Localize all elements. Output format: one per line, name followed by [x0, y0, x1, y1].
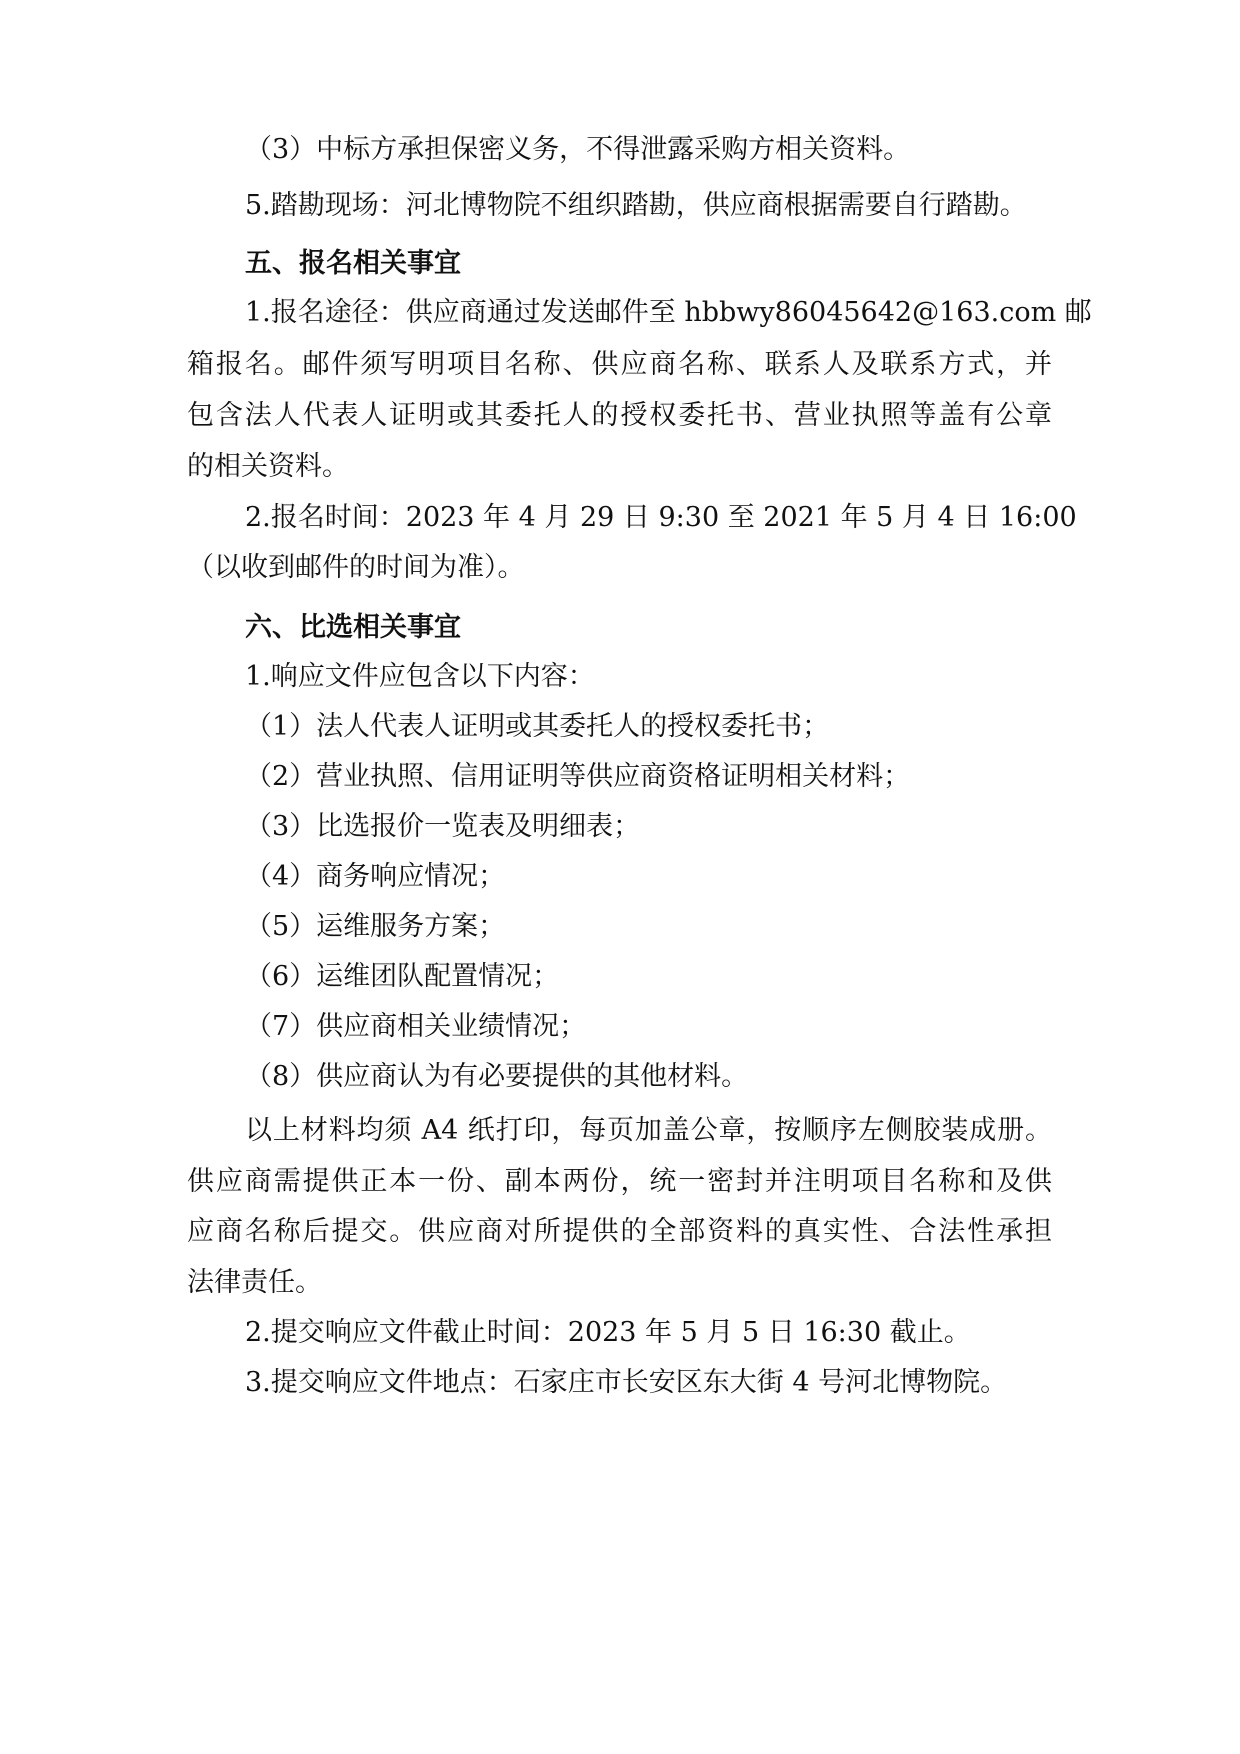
list-item: （3）比选报价一览表及明细表； — [245, 811, 641, 842]
list-item: （8）供应商认为有必要提供的其他材料。 — [245, 1061, 749, 1092]
materials-paragraph-line-2: 供应商需提供正本一份、副本两份，统一密封并注明项目名称和及供 — [187, 1166, 1052, 1197]
list-item: （7）供应商相关业绩情况； — [245, 1011, 587, 1042]
materials-paragraph-line-3: 应商名称后提交。供应商对所提供的全部资料的真实性、合法性承担 — [187, 1216, 1052, 1247]
item-5-site-survey: 5.踏勘现场：河北博物院不组织踏勘，供应商根据需要自行踏勘。 — [245, 190, 1027, 221]
list-item: （1）法人代表人证明或其委托人的授权委托书； — [245, 711, 830, 742]
registration-method-line-1: 1.报名途径：供应商通过发送邮件至 hbbwy86045642@163.com 邮 — [245, 297, 1092, 328]
section-5-heading: 五、报名相关事宜 — [245, 248, 461, 279]
list-item: （6）运维团队配置情况； — [245, 961, 560, 992]
section-6-heading: 六、比选相关事宜 — [245, 612, 461, 643]
item-3-confidentiality: （3）中标方承担保密义务，不得泄露采购方相关资料。 — [245, 134, 911, 165]
materials-paragraph-line-1: 以上材料均须 A4 纸打印，每页加盖公章，按顺序左侧胶装成册。 — [245, 1115, 1052, 1146]
registration-method-line-3: 包含法人代表人证明或其委托人的授权委托书、营业执照等盖有公章 — [187, 400, 1052, 431]
registration-time-line-2: （以收到邮件的时间为准）。 — [187, 552, 525, 583]
materials-paragraph-line-4: 法律责任。 — [187, 1267, 322, 1298]
response-docs-intro: 1.响应文件应包含以下内容： — [245, 661, 595, 692]
submission-deadline: 2.提交响应文件截止时间：2023 年 5 月 5 日 16:30 截止。 — [245, 1317, 971, 1348]
registration-method-line-4: 的相关资料。 — [187, 451, 349, 482]
list-item: （2）营业执照、信用证明等供应商资格证明相关材料； — [245, 761, 911, 792]
submission-location: 3.提交响应文件地点：石家庄市长安区东大街 4 号河北博物院。 — [245, 1367, 1008, 1398]
list-item: （5）运维服务方案； — [245, 911, 506, 942]
registration-time-line-1: 2.报名时间：2023 年 4 月 29 日 9:30 至 2021 年 5 月 4 日 16:00 — [245, 502, 1077, 533]
list-item: （4）商务响应情况； — [245, 861, 506, 892]
registration-method-line-2: 箱报名。邮件须写明项目名称、供应商名称、联系人及联系方式，并 — [187, 349, 1052, 380]
